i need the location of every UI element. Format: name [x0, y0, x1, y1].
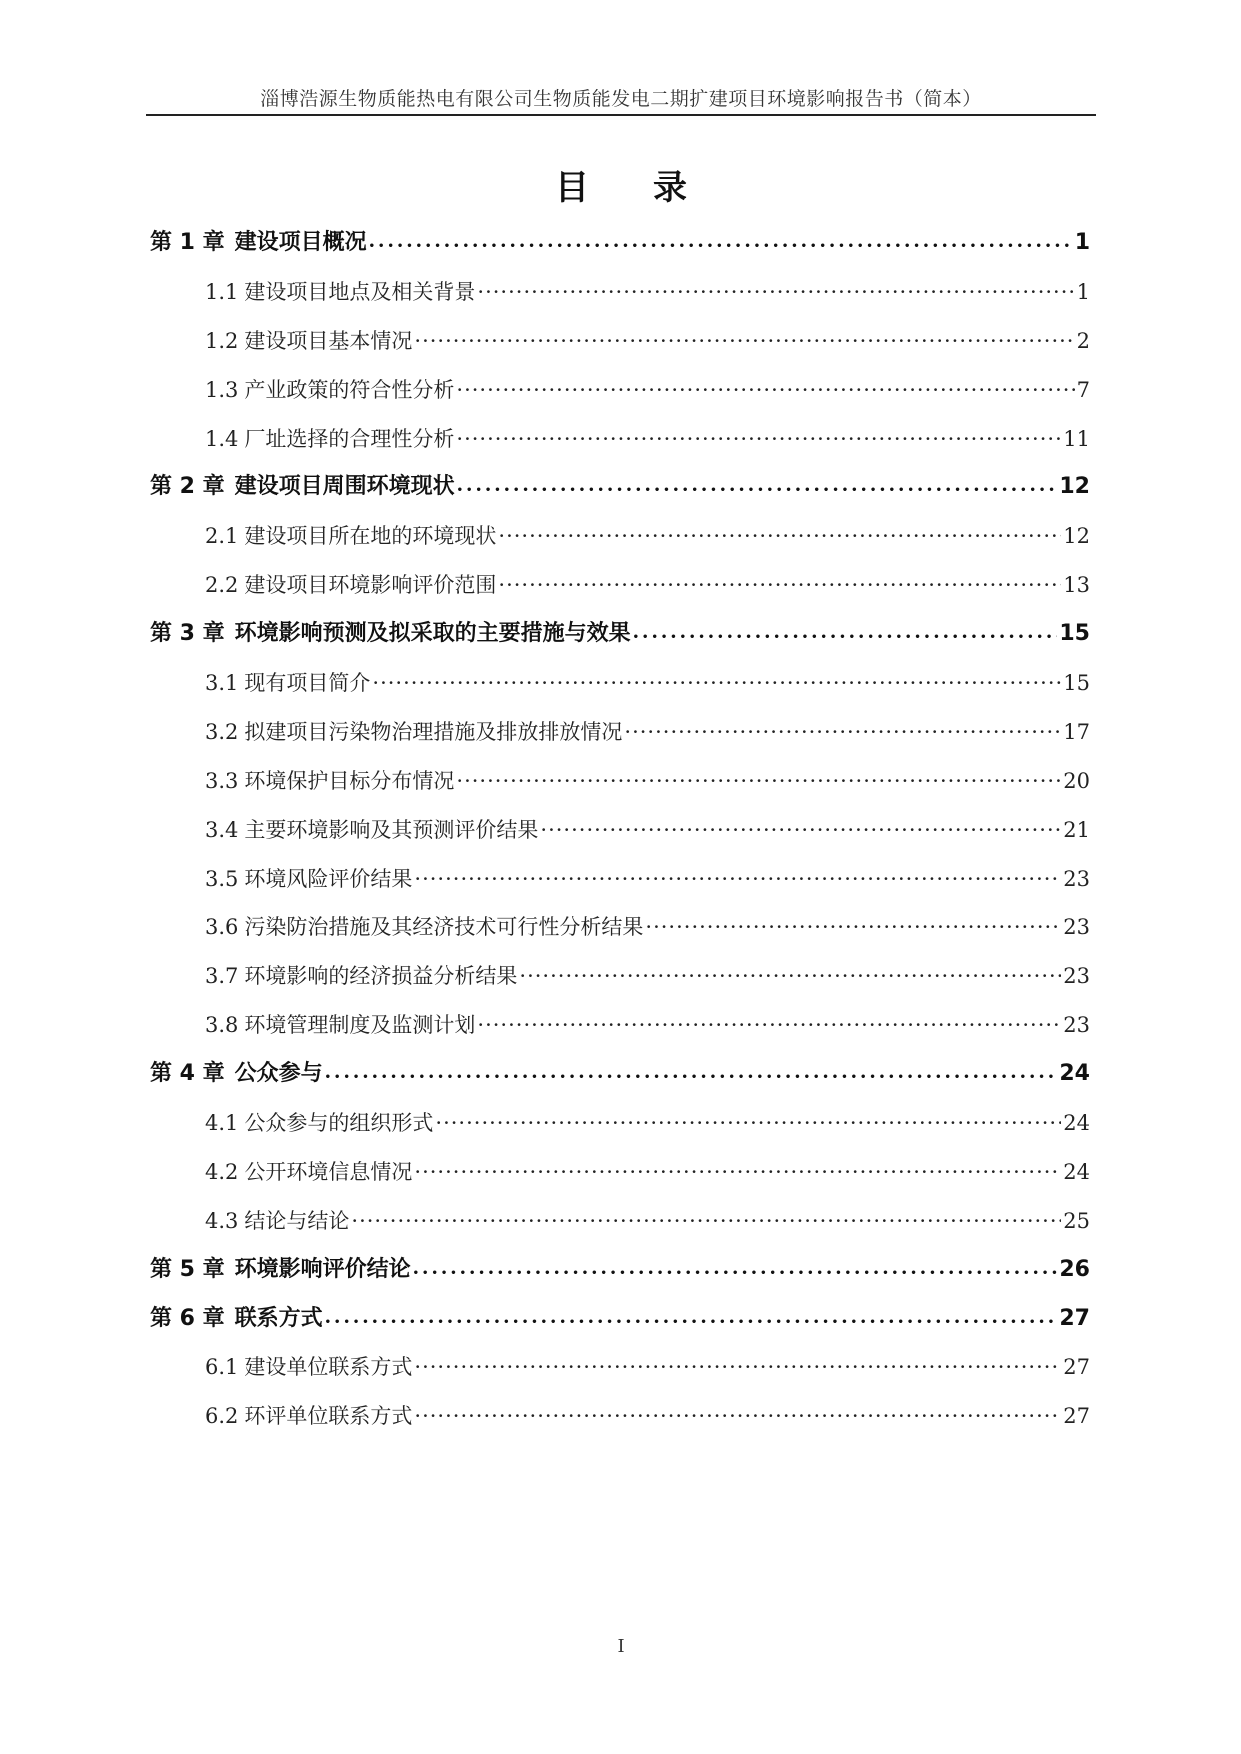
toc-entry-number: 3.5 [205, 866, 239, 891]
dot-leader [645, 903, 1061, 952]
toc-entry-number: 1.2 [205, 328, 239, 353]
toc-entry-section-1-2[interactable] [150, 317, 1090, 366]
toc-entry-title: 环境风险评价结果 [244, 866, 413, 891]
toc-entry-number: 6.1 [205, 1355, 239, 1380]
toc-title [146, 160, 1096, 209]
toc-entry-title: 环评单位联系方式 [244, 1404, 413, 1429]
toc-entry-title: 污染防治措施及其经济技术可行性分析结果 [244, 915, 644, 940]
toc-entry-section-6-1[interactable] [150, 1343, 1090, 1392]
toc-entry-page: 23 [1063, 1013, 1090, 1038]
dot-leader [498, 561, 1061, 610]
dot-leader [351, 1197, 1061, 1246]
toc-entry-number: 3.8 [205, 1013, 239, 1038]
toc-entry-title: 产业政策的符合性分析 [244, 377, 455, 402]
toc-entry-title: 建设项目概况 [234, 230, 367, 255]
toc-entry-page: 15 [1063, 671, 1090, 696]
toc-entry-title: 环境管理制度及监测计划 [244, 1013, 476, 1038]
toc-entry-page: 12 [1063, 524, 1090, 549]
running-header: 淄博浩源生物质能热电有限公司生物质能发电二期扩建项目环境影响报告书（简本） [260, 88, 982, 110]
toc-entry-page: 23 [1063, 866, 1090, 891]
toc-entry-title: 建设项目环境影响评价范围 [244, 573, 497, 598]
dot-leader [414, 1392, 1061, 1441]
toc-entry-title: 环境影响评价结论 [234, 1256, 411, 1282]
toc-entry-section-3-7[interactable] [150, 952, 1090, 1001]
toc-entry-section-4-3[interactable] [150, 1197, 1090, 1246]
dot-leader [519, 952, 1061, 1001]
toc-entry-number: 第 1 章 [150, 230, 225, 255]
toc-entry-section-3-5[interactable] [150, 855, 1090, 904]
toc-entry-section-3-1[interactable] [150, 659, 1090, 708]
dot-leader [414, 855, 1061, 904]
toc-entry-page: 24 [1063, 1159, 1090, 1184]
toc-entry-page: 24 [1063, 1111, 1090, 1136]
toc-entry-number: 3.7 [205, 964, 239, 989]
toc-entry-title: 厂址选择的合理性分析 [244, 426, 455, 451]
toc-entry-title: 联系方式 [234, 1305, 323, 1331]
toc-entry-number: 3.2 [205, 719, 239, 744]
toc-entry-page: 11 [1063, 426, 1090, 451]
toc-entry-number: 3.4 [205, 817, 239, 842]
toc-entry-section-6-2[interactable] [150, 1392, 1090, 1441]
toc-entry-number: 第 2 章 [150, 474, 225, 500]
toc-entry-number: 1.4 [205, 426, 239, 451]
toc-entry-chapter-3[interactable] [150, 610, 1090, 659]
toc-entry-title: 环境影响预测及拟采取的主要措施与效果 [234, 621, 631, 647]
toc-entry-title: 环境保护目标分布情况 [244, 768, 455, 793]
toc-entry-page: 20 [1063, 768, 1090, 793]
dot-leader [457, 463, 1058, 516]
toc-entry-number: 3.3 [205, 768, 239, 793]
toc-entry-title: 拟建项目污染物治理措施及排放排放情况 [244, 719, 623, 744]
toc-entry-number: 1.3 [205, 377, 239, 402]
toc-title-second-char: 录 [653, 168, 687, 208]
toc-entry-number: 3.6 [205, 915, 239, 940]
toc-entry-chapter-5[interactable] [150, 1246, 1090, 1295]
toc-entry-page: 23 [1063, 964, 1090, 989]
toc-entry-number: 4.3 [205, 1208, 239, 1233]
dot-leader [477, 1001, 1061, 1050]
toc-entry-page: 17 [1063, 719, 1090, 744]
toc-entry-page: 1 [1074, 230, 1090, 255]
toc-entry-number: 6.2 [205, 1404, 239, 1429]
toc-entry-page: 1 [1076, 279, 1090, 304]
toc-entry-page: 23 [1063, 915, 1090, 940]
toc-entry-title: 公开环境信息情况 [244, 1159, 413, 1184]
toc-entry-section-2-2[interactable] [150, 561, 1090, 610]
dot-leader [325, 1050, 1058, 1103]
toc-entry-title: 建设项目基本情况 [244, 328, 413, 353]
page-number: I [617, 1636, 625, 1657]
toc-entry-number: 2.2 [205, 573, 239, 598]
toc-entry-title: 建设项目所在地的环境现状 [244, 524, 497, 549]
toc-entry-title: 建设单位联系方式 [244, 1355, 413, 1380]
toc-entry-chapter-6[interactable] [150, 1295, 1090, 1344]
toc-entry-section-3-2[interactable] [150, 708, 1090, 757]
toc-entry-section-1-4[interactable] [150, 415, 1090, 464]
dot-leader [456, 366, 1074, 415]
dot-leader [498, 512, 1061, 561]
toc-entry-number: 3.1 [205, 671, 239, 696]
toc-entry-section-2-1[interactable] [150, 512, 1090, 561]
toc-entry-section-1-3[interactable] [150, 366, 1090, 415]
toc-entry-page: 27 [1063, 1404, 1090, 1429]
toc-entry-page: 12 [1059, 474, 1090, 500]
toc-entry-title: 结论与结论 [244, 1208, 350, 1233]
toc-entry-number: 第 6 章 [150, 1305, 225, 1331]
toc-entry-number: 4.1 [205, 1111, 239, 1136]
dot-leader [633, 610, 1058, 663]
toc-entry-page: 13 [1063, 573, 1090, 598]
toc-entry-section-3-8[interactable] [150, 1001, 1090, 1050]
toc-entry-section-4-2[interactable] [150, 1148, 1090, 1197]
toc-entry-page: 27 [1063, 1355, 1090, 1380]
dot-leader [540, 806, 1061, 855]
toc-entry-section-4-1[interactable] [150, 1099, 1090, 1148]
dot-leader [413, 1246, 1058, 1299]
table-of-contents [150, 219, 1090, 1441]
toc-entry-number: 2.1 [205, 524, 239, 549]
toc-entry-page: 2 [1076, 328, 1090, 353]
toc-entry-page: 27 [1059, 1305, 1090, 1331]
dot-leader [414, 1148, 1061, 1197]
toc-entry-number: 第 3 章 [150, 621, 225, 647]
toc-title-first-char: 目 [555, 168, 589, 208]
toc-entry-number: 第 5 章 [150, 1256, 225, 1282]
toc-entry-chapter-1[interactable] [150, 219, 1090, 268]
dot-leader [624, 708, 1061, 757]
toc-entry-section-1-1[interactable] [150, 268, 1090, 317]
toc-entry-page: 26 [1059, 1256, 1090, 1282]
header-rule [146, 114, 1096, 116]
toc-entry-page: 7 [1076, 377, 1090, 402]
toc-entry-title: 环境影响的经济损益分析结果 [244, 964, 518, 989]
dot-leader [414, 317, 1074, 366]
toc-entry-chapter-4[interactable] [150, 1050, 1090, 1099]
dot-leader [456, 415, 1061, 464]
toc-entry-title: 建设项目周围环境现状 [234, 474, 455, 500]
toc-entry-title: 现有项目简介 [244, 671, 371, 696]
toc-entry-page: 21 [1063, 817, 1090, 842]
toc-entry-section-3-6[interactable] [150, 903, 1090, 952]
dot-leader [372, 659, 1061, 708]
toc-entry-page: 25 [1063, 1208, 1090, 1233]
dot-leader [435, 1099, 1061, 1148]
toc-entry-chapter-2[interactable] [150, 463, 1090, 512]
toc-entry-section-3-3[interactable] [150, 757, 1090, 806]
toc-entry-title: 建设项目地点及相关背景 [244, 279, 476, 304]
toc-entry-section-3-4[interactable] [150, 806, 1090, 855]
toc-entry-number: 4.2 [205, 1159, 239, 1184]
toc-entry-title: 主要环境影响及其预测评价结果 [244, 817, 539, 842]
toc-entry-number: 第 4 章 [150, 1061, 225, 1087]
toc-entry-page: 24 [1059, 1061, 1090, 1087]
toc-entry-title: 公众参与的组织形式 [244, 1111, 434, 1136]
dot-leader [325, 1295, 1058, 1348]
dot-leader [477, 268, 1074, 317]
dot-leader [414, 1343, 1061, 1392]
dot-leader [456, 757, 1061, 806]
toc-entry-number: 1.1 [205, 279, 239, 304]
dot-leader [369, 219, 1073, 272]
toc-entry-title: 公众参与 [234, 1061, 323, 1087]
toc-entry-page: 15 [1059, 621, 1090, 647]
